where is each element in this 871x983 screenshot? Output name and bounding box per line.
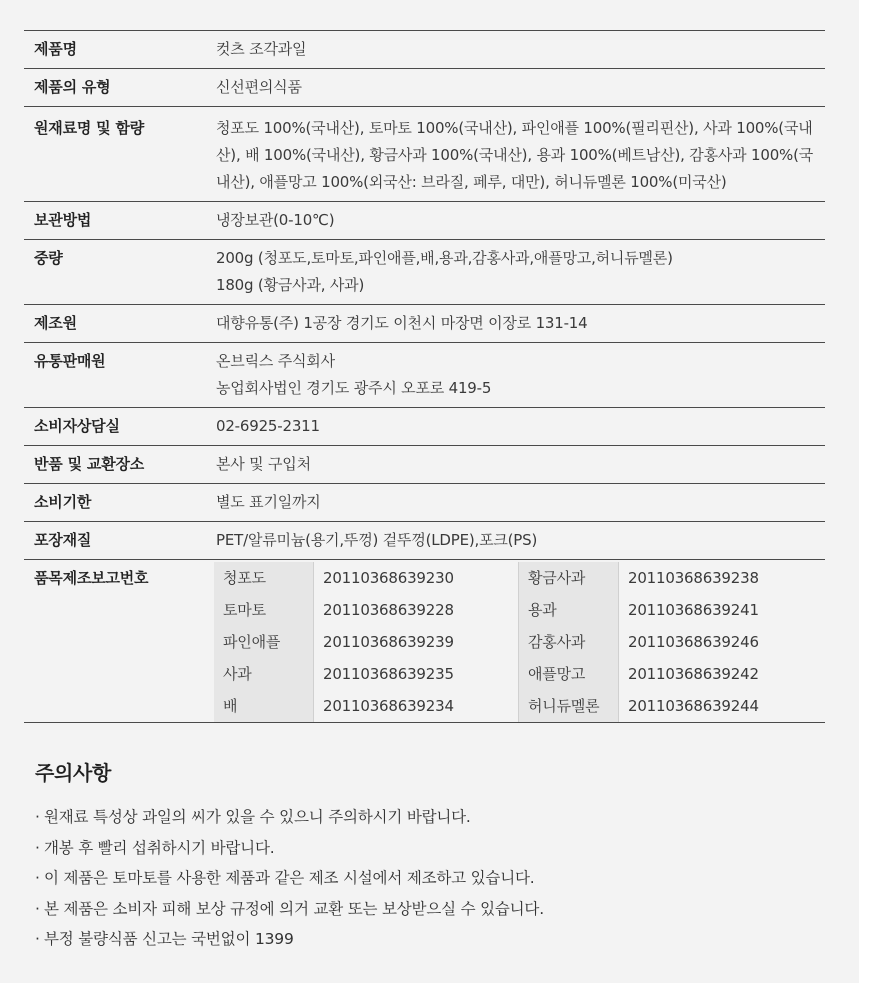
info-row-manufacturer (24, 305, 825, 343)
caution-list (35, 802, 544, 955)
info-row-report-numbers (24, 560, 825, 723)
row-value: 냉장보관(0-10℃) (214, 202, 825, 240)
info-row-product-type (24, 69, 825, 107)
row-label: 포장재질 (24, 522, 214, 560)
info-row-return-place (24, 446, 825, 484)
row-label: 보관방법 (24, 202, 214, 240)
report-number: 20110368639242 (619, 658, 826, 690)
row-value: 대향유통(주) 1공장 경기도 이천시 마장면 이장로 131-14 (214, 305, 825, 343)
caution-item (35, 833, 544, 864)
fruit-name: 허니듀멜론 (519, 690, 619, 722)
caution-section (35, 757, 544, 955)
info-row-distributor (24, 343, 825, 408)
row-value: 별도 표기일까지 (214, 484, 825, 522)
report-number: 20110368639238 (619, 562, 826, 594)
caution-item (35, 802, 544, 833)
row-value: 컷츠 조각과일 (214, 31, 825, 69)
bullet: · (35, 838, 40, 857)
row-label: 소비기한 (24, 484, 214, 522)
report-number: 20110368639246 (619, 626, 826, 658)
row-label: 유통판매원 (24, 343, 214, 408)
report-number: 20110368639244 (619, 690, 826, 722)
report-row (214, 626, 825, 658)
row-value: 본사 및 구입처 (214, 446, 825, 484)
row-value: PET/알류미늄(용기,뚜껑) 겉뚜껑(LDPE),포크(PS) (214, 522, 825, 560)
fruit-name: 감홍사과 (519, 626, 619, 658)
row-label: 반품 및 교환장소 (24, 446, 214, 484)
caution-item (35, 894, 544, 925)
caution-text: 본 제품은 소비자 피해 보상 규정에 의거 교환 또는 보상받으실 수 있습니다. (44, 899, 544, 918)
row-label: 소비자상담실 (24, 408, 214, 446)
fruit-name: 사과 (214, 658, 314, 690)
row-value: 신선편의식품 (214, 69, 825, 107)
row-label: 제조원 (24, 305, 214, 343)
row-value: 200g (청포도,토마토,파인애플,배,용과,감홍사과,애플망고,허니듀멜론) 180g (황금사과, 사과) (214, 240, 825, 305)
info-row-weight (24, 240, 825, 305)
report-number: 20110368639239 (314, 626, 519, 658)
row-label: 품목제조보고번호 (24, 560, 214, 723)
row-label: 제품의 유형 (24, 69, 214, 107)
caution-text: 원재료 특성상 과일의 씨가 있을 수 있으니 주의하시기 바랍니다. (44, 808, 471, 826)
row-value: 02-6925-2311 (214, 408, 825, 446)
page-edge (859, 0, 871, 983)
caution-text: 개봉 후 빨리 섭취하시기 바랍니다. (44, 838, 275, 857)
row-value: 청포도 100%(국내산), 토마토 100%(국내산), 파인애플 100%(필리핀산), 사과 100%(국내산), 배 100%(국내산), 황금사과 100%(국내산), 용과 100%(베트남산), 감홍사과 100%(국내산), 애플망고 100%(외국산: 브라질, 페루, 대만), 허니듀멜론 100%(미국산) (214, 107, 825, 202)
report-number: 20110368639235 (314, 658, 519, 690)
info-row-ingredients (24, 107, 825, 202)
bullet: · (35, 808, 40, 826)
fruit-name: 용과 (519, 594, 619, 626)
fruit-name: 배 (214, 690, 314, 722)
caution-text: 이 제품은 토마토를 사용한 제품과 같은 제조 시설에서 제조하고 있습니다. (44, 869, 535, 887)
report-numbers-cell (214, 560, 825, 723)
caution-text: 부정 불량식품 신고는 국번없이 1399 (44, 930, 294, 948)
caution-title: 주의사항 (35, 761, 112, 785)
report-number: 20110368639234 (314, 690, 519, 722)
product-info-table (24, 30, 825, 723)
report-number: 20110368639228 (314, 594, 519, 626)
fruit-name: 토마토 (214, 594, 314, 626)
info-row-expiry (24, 484, 825, 522)
fruit-name: 황금사과 (519, 562, 619, 594)
caution-item (35, 924, 544, 955)
info-row-packaging (24, 522, 825, 560)
report-number: 20110368639230 (314, 562, 519, 594)
row-label: 원재료명 및 함량 (24, 107, 214, 202)
report-row (214, 594, 825, 626)
row-label: 중량 (24, 240, 214, 305)
bullet: · (35, 899, 40, 918)
bullet: · (35, 930, 40, 948)
fruit-name: 청포도 (214, 562, 314, 594)
info-row-product-name (24, 31, 825, 69)
info-row-storage (24, 202, 825, 240)
row-label: 제품명 (24, 31, 214, 69)
fruit-name: 애플망고 (519, 658, 619, 690)
report-row (214, 562, 825, 594)
info-row-consumer-center (24, 408, 825, 446)
report-number: 20110368639241 (619, 594, 826, 626)
report-row (214, 658, 825, 690)
fruit-name: 파인애플 (214, 626, 314, 658)
row-value: 온브릭스 주식회사 농업회사법인 경기도 광주시 오포로 419-5 (214, 343, 825, 408)
report-row (214, 690, 825, 722)
report-numbers-table (214, 562, 825, 722)
bullet: · (35, 869, 40, 887)
caution-item (35, 863, 544, 894)
